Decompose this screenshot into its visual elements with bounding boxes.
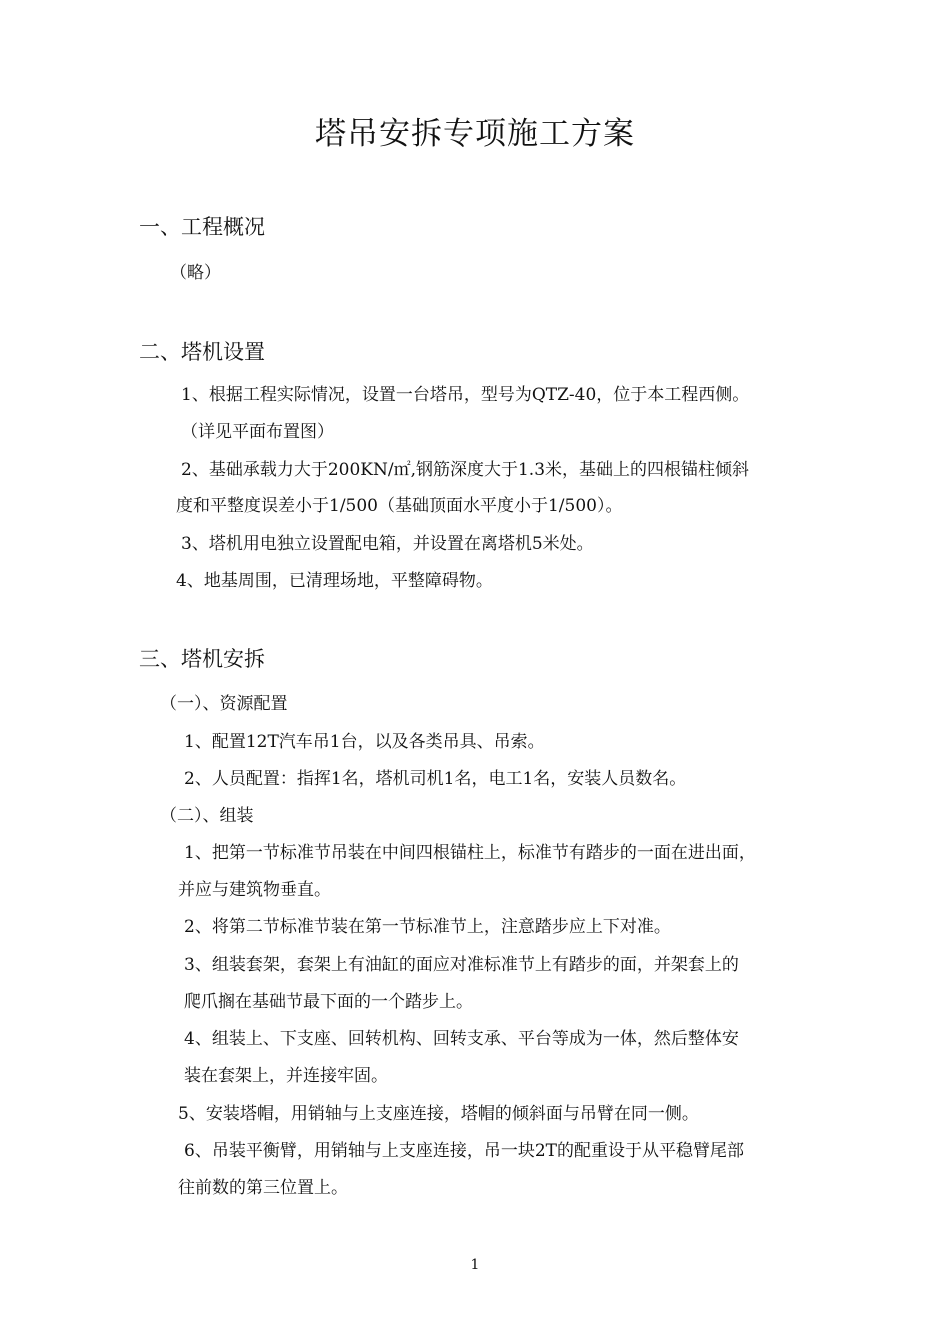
paragraph-line: 往前数的第三位置上。 bbox=[178, 1178, 348, 1198]
page-number: 1 bbox=[470, 1257, 480, 1273]
paragraph-line: 4、组装上、下支座、回转机构、回转支承、平台等成为一体，然后整体安 bbox=[184, 1029, 739, 1049]
paragraph-line: （略） bbox=[170, 263, 221, 283]
paragraph-line: 3、组装套架，套架上有油缸的面应对准标准节上有踏步的面，并架套上的 bbox=[184, 955, 739, 975]
subsection-heading: （二）、组装 bbox=[160, 806, 254, 826]
section-heading-tower-install: 三、塔机安拆 bbox=[139, 647, 265, 671]
paragraph-line: 1、根据工程实际情况，设置一台塔吊，型号为QTZ-40，位于本工程西侧。 bbox=[181, 385, 750, 405]
paragraph-line: 2、人员配置：指挥1名，塔机司机1名，电工1名，安装人员数名。 bbox=[184, 769, 687, 789]
paragraph-line: 2、将第二节标准节装在第一节标准节上，注意踏步应上下对准。 bbox=[184, 917, 671, 937]
paragraph-line: 6、吊装平衡臂，用销轴与上支座连接，吊一块2T的配重设于从平稳臂尾部 bbox=[184, 1141, 744, 1161]
paragraph-line: 度和平整度误差小于1/500（基础顶面水平度小于1/500）。 bbox=[176, 496, 623, 516]
paragraph-line: （详见平面布置图） bbox=[181, 422, 334, 442]
section-heading-overview: 一、工程概况 bbox=[139, 215, 265, 239]
subsection-heading: （一）、资源配置 bbox=[160, 694, 288, 714]
section-heading-tower-setup: 二、塔机设置 bbox=[139, 340, 265, 364]
paragraph-line: 4、地基周围，已清理场地，平整障碍物。 bbox=[176, 571, 493, 591]
paragraph-line: 1、把第一节标准节吊装在中间四根锚柱上，标准节有踏步的一面在进出面， bbox=[184, 843, 756, 863]
paragraph-line: 2、基础承载力大于200KN/㎡,钢筋深度大于1.3米，基础上的四根锚柱倾斜 bbox=[181, 460, 750, 480]
paragraph-line: 3、塔机用电独立设置配电箱，并设置在离塔机5米处。 bbox=[181, 534, 594, 554]
document-title: 塔吊安拆专项施工方案 bbox=[315, 116, 635, 152]
paragraph-line: 5、安装塔帽，用销轴与上支座连接，塔帽的倾斜面与吊臂在同一侧。 bbox=[178, 1104, 699, 1124]
paragraph-line: 爬爪搁在基础节最下面的一个踏步上。 bbox=[184, 992, 473, 1012]
paragraph-line: 装在套架上，并连接牢固。 bbox=[184, 1066, 388, 1086]
paragraph-line: 1、配置12T汽车吊1台，以及各类吊具、吊索。 bbox=[184, 732, 545, 752]
paragraph-line: 并应与建筑物垂直。 bbox=[178, 880, 331, 900]
